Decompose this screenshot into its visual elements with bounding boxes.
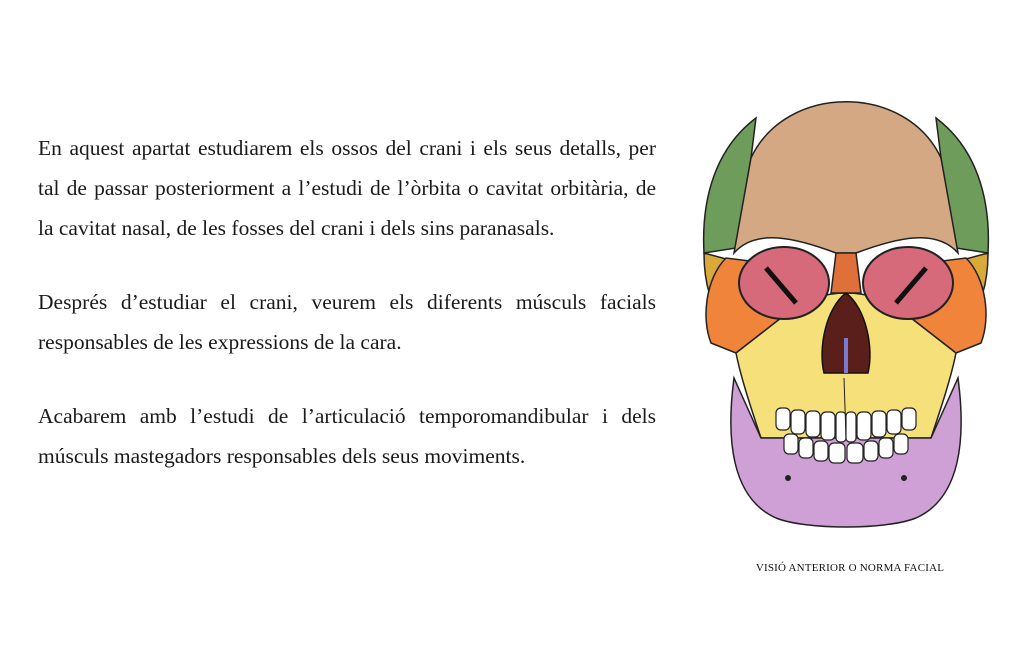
intro-text [38,128,656,510]
skull-anterior-illustration [696,78,996,533]
frontal-bone [734,102,958,253]
paragraph-facial-muscles: Després d’estudiar el crani, veurem els diferents músculs facials responsables de les expressions de la cara. [38,290,656,354]
paragraph-skull-bones: En aquest apartat estudiarem els ossos del crani i els seus detalls, per tal de passar posteriorment a l’estudi de l’òrbita o cavitat orbitària, de la cavitat nasal, de les fosses del crani i dels sins paranasals. [38,136,656,240]
paragraph-tmj: Acabarem amb l’estudi de l’articulació temporomandibular i dels músculs mastegadors responsables dels seus moviments. [38,404,656,468]
figure-caption: VISIÓ ANTERIOR O NORMA FACIAL [755,562,945,574]
right-orbit [863,247,953,319]
left-orbit [739,247,829,319]
nasal-bone [831,253,861,293]
